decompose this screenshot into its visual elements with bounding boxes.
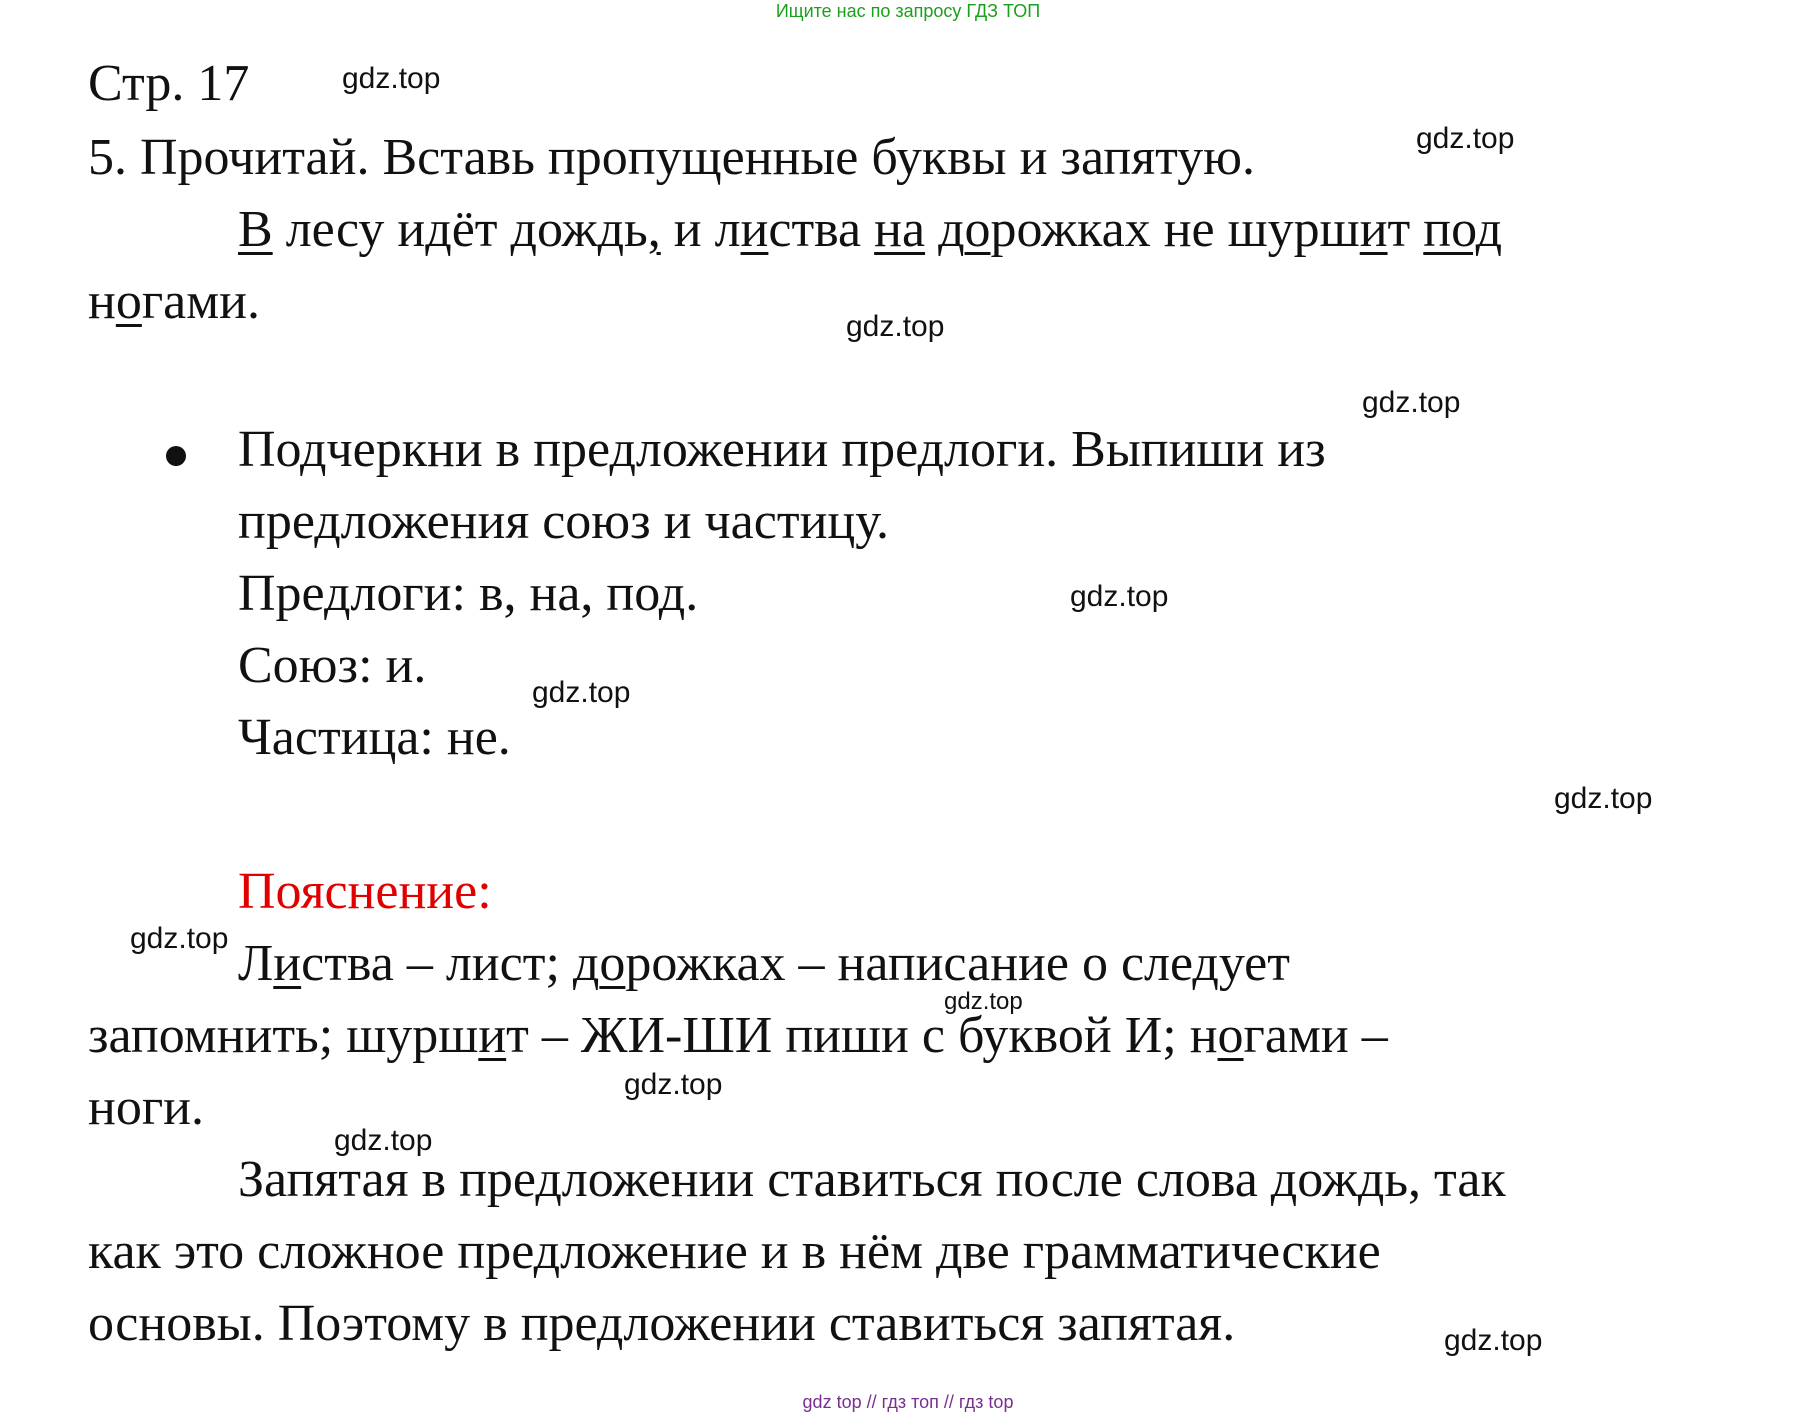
text-seg: ства – лист; д (301, 935, 600, 992)
watermark: gdz.top (1554, 782, 1653, 815)
explanation-line-3: ноги. (88, 1079, 204, 1136)
particle-answer: Частица: не. (238, 709, 511, 766)
watermark: gdz.top (1362, 386, 1461, 419)
watermark: gdz.top (334, 1124, 433, 1157)
text-seg: т – ЖИ-ШИ пиши с буквой И; н (506, 1007, 1218, 1064)
text-seg: рожках – написание о следует (625, 935, 1290, 992)
text-seg: гами – (1243, 1007, 1388, 1064)
page-number: Стр. 17 (88, 55, 250, 112)
explanation-p2-line-1: Запятая в предложении ставиться после слова дождь, так (238, 1151, 1506, 1208)
explanation-p2-line-2: как это сложное предложение и в нём две грамматические (88, 1223, 1381, 1280)
prepositions-answer: Предлоги: в, на, под. (238, 565, 699, 622)
watermark: gdz.top (1070, 580, 1169, 613)
text-seg: и л (660, 201, 741, 258)
text-seg: рожках не шурш (990, 201, 1360, 258)
bullet-line-2: предложения союз и частицу. (238, 493, 890, 550)
explanation-heading: Пояснение: (238, 863, 492, 920)
watermark: gdz.top (846, 310, 945, 343)
sentence-line-1 (238, 200, 1502, 260)
text-seg: н (88, 273, 116, 330)
inserted-letter: о (115, 273, 142, 330)
sentence-line-2 (88, 272, 260, 332)
inserted-letter: о (599, 935, 626, 992)
conjunction-answer: Союз: и. (238, 637, 427, 694)
explanation-p2-line-3: основы. Поэтому в предложении ставиться запятая. (88, 1295, 1236, 1352)
explanation-line-2 (88, 1006, 1388, 1066)
inserted-letter: о (964, 201, 991, 258)
comma-inserted: , (647, 201, 661, 258)
text-seg: д (925, 201, 965, 258)
prep-pod: под (1423, 201, 1503, 258)
inserted-letter: и (740, 201, 769, 258)
text-seg: ства (768, 201, 875, 258)
text-seg: запомнить; шурш (88, 1007, 479, 1064)
watermark: gdz.top (1416, 122, 1515, 155)
top-banner: Ищите нас по запросу ГДЗ ТОП (775, 1, 1041, 21)
explanation-line-1 (238, 934, 1290, 994)
watermark: gdz.top (342, 62, 441, 95)
bottom-banner: gdz top // гдз топ // гдз top (802, 1392, 1014, 1412)
text-seg: т (1387, 201, 1424, 258)
watermark: gdz.top (1444, 1324, 1543, 1357)
inserted-letter: о (1217, 1007, 1244, 1064)
prep-v: В (238, 201, 273, 258)
watermark: gdz.top (130, 922, 229, 955)
watermark: gdz.top (624, 1068, 723, 1101)
watermark: gdz.top (944, 988, 1023, 1015)
inserted-letter: и (1359, 201, 1388, 258)
text-seg: лесу идёт дождь (272, 201, 648, 258)
inserted-letter: и (478, 1007, 507, 1064)
text-seg: Л (238, 935, 274, 992)
bullet-line-1: Подчеркни в предложении предлоги. Выпиши из (238, 421, 1326, 478)
text-seg: гами. (141, 273, 260, 330)
task-title: 5. Прочитай. Вставь пропущенные буквы и запятую. (88, 129, 1256, 186)
prep-na: на (874, 201, 926, 258)
watermark: gdz.top (532, 676, 631, 709)
inserted-letter: и (273, 935, 302, 992)
bullet-dot (166, 446, 186, 466)
